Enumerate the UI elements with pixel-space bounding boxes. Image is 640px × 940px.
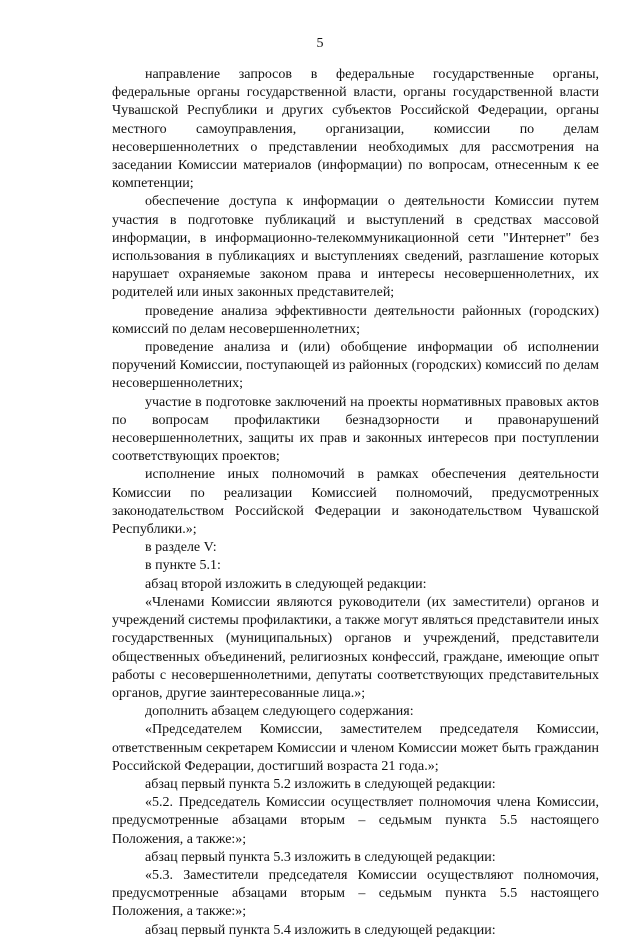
paragraph: проведение анализа эффективности деятельности районных (городских) комиссий по делам несовершеннолетних; bbox=[112, 303, 599, 337]
paragraph: «5.3. Заместители председателя Комиссии осуществляют полномочия, предусмотренные абзацами вторым – седьмым пункта 5.5 настоящего Положения, а также:»; bbox=[112, 867, 599, 920]
paragraph: обеспечение доступа к информации о деятельности Комиссии путем участия в подготовке публикаций и выступлений в средствах массовой информации, в информационно-телекоммуникационной сети "Интернет" без использования в публикациях и выступлениях сведений, разглашение которых нарушает охраняемые законом права и интересы несовершеннолетних, их родителей или иных законных представителей; bbox=[112, 194, 599, 301]
paragraph: «Членами Комиссии являются руководители (их заместители) органов и учреждений системы профилактики, а также могут являться представители иных государственных (муниципальных) органов и учреждений, представители общественных объединений, религиозных конфессий, граждане, имеющие опыт работы с несовершеннолетними, депутаты соответствующих представительных органов, другие заинтересованные лица.»; bbox=[112, 594, 599, 701]
paragraph: абзац второй изложить в следующей редакции: bbox=[145, 576, 427, 592]
paragraph: «5.2. Председатель Комиссии осуществляет полномочия члена Комиссии, предусмотренные абзацами вторым – седьмым пункта 5.5 настоящего Положения, а также:»; bbox=[112, 795, 599, 847]
paragraph: «Председателем Комиссии, заместителем председателя Комиссии, ответственным секретарем Комиссии и членом Комиссии может быть гражданин Российской Федерации, достигший возраста 21 года.»; bbox=[112, 722, 599, 774]
paragraph: абзац первый пункта 5.2 изложить в следующей редакции: bbox=[145, 776, 496, 792]
paragraph: абзац первый пункта 5.4 изложить в следующей редакции: bbox=[145, 922, 496, 938]
document-body bbox=[112, 66, 599, 940]
paragraph: в разделе V: bbox=[145, 540, 217, 556]
paragraph: исполнение иных полномочий в рамках обеспечения деятельности Комиссии по реализации Комиссией полномочий, предусмотренных законодательством Российской Федерации и законодательством Чувашской Республики.»; bbox=[112, 467, 599, 538]
paragraph: дополнить абзацем следующего содержания: bbox=[145, 704, 414, 720]
paragraph: абзац первый пункта 5.3 изложить в следующей редакции: bbox=[145, 849, 496, 865]
paragraph: проведение анализа и (или) обобщение информации об исполнении поручений Комиссии, поступающей из районных (городских) комиссий по делам несовершеннолетних; bbox=[112, 340, 599, 392]
page-number: 5 bbox=[316, 36, 324, 51]
paragraph: в пункте 5.1: bbox=[145, 558, 221, 574]
paragraph: направление запросов в федеральные государственные органы, федеральные органы государственной власти, органы государственной власти Чувашской Республики и других субъектов Российской Федерации, органы местного самоуправления, организации, комиссии по делам несовершеннолетних о представлении необходимых для рассмотрения на заседании Комиссии материалов (информации) по вопросам, отнесенным к ее компетенции; bbox=[112, 67, 599, 192]
paragraph: участие в подготовке заключений на проекты нормативных правовых актов по вопросам профилактики безнадзорности и правонарушений несовершеннолетних, защиты их прав и законных интересов при поступлении соответствующих проектов; bbox=[112, 394, 599, 465]
